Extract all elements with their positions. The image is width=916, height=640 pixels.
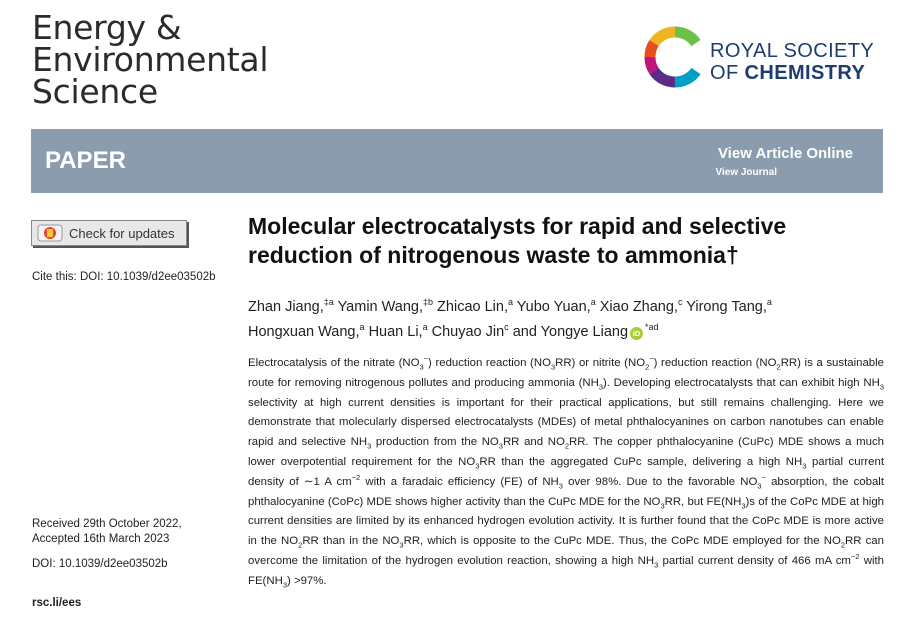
check-for-updates-label: Check for updates: [69, 226, 175, 241]
check-for-updates-button[interactable]: [31, 220, 187, 246]
author-affiliation: c: [504, 321, 509, 332]
author-affiliation: ‡a: [323, 297, 334, 307]
subscript: 3: [475, 461, 480, 471]
subscript: 2: [776, 362, 781, 372]
cite-this: [32, 270, 216, 285]
abstract-text: with a faradaic efficiency (FE) of NH: [360, 475, 559, 488]
subscript: 3: [498, 441, 503, 451]
abstract-text: RR) or nitrite (NO: [555, 357, 646, 369]
author-name: Zhan Jiang,: [248, 298, 324, 315]
abstract-text: RR, which is opposite to the CuPc MDE. Thus, the CoPc MDE employed for the NO: [403, 535, 841, 548]
author-affiliation: a: [507, 297, 513, 307]
abstract-text: RR. The copper phthalocyanine (CuPc) MDE shows a much lower overpotential requirement for the NO: [248, 436, 884, 468]
abstract-text: RR and NO: [502, 436, 565, 449]
publisher-name: [710, 40, 874, 84]
subscript: 3: [558, 481, 563, 491]
abstract-text: RR can overcome the limitation of the hydrogen evolution reaction, showing a high NH: [248, 535, 884, 567]
superscript: −: [649, 354, 654, 364]
author-name: Chuyao Jin: [431, 323, 505, 340]
abstract-text: RR than the aggregated CuPc sample, delivering a high NH: [479, 455, 803, 468]
short-link-wrap: [32, 596, 81, 611]
short-link[interactable]: rsc.li/ees: [32, 597, 82, 609]
journal-title: [32, 8, 269, 111]
article-type-banner: [31, 129, 883, 193]
superscript: −: [761, 472, 766, 482]
abstract-text: ) >97%.: [286, 574, 327, 587]
view-article-online-link[interactable]: View Article Online: [717, 145, 853, 162]
author-affiliation: a: [422, 321, 428, 332]
check-updates-icon: [37, 224, 63, 242]
author-name: Xiao Zhang,: [599, 298, 678, 315]
abstract-text: ) reduction reaction (NO: [428, 357, 551, 369]
author-name: Yubo Yuan,: [516, 298, 591, 315]
subscript: 3: [879, 382, 884, 392]
cite-doi: DOI: 10.1039/d2ee03502b: [79, 271, 216, 283]
subscript: 3: [367, 441, 372, 451]
accepted-date: Accepted 16th March 2023: [32, 533, 170, 545]
view-journal-link[interactable]: View Journal: [715, 167, 777, 178]
author-name: Zhicao Lin,: [437, 298, 508, 315]
orcid-icon[interactable]: iD: [630, 327, 643, 340]
journal-title-line: Science: [32, 72, 158, 111]
article-type-label: PAPER: [45, 147, 126, 174]
author-affiliation: a: [766, 297, 772, 307]
journal-title-line: Energy &: [32, 8, 182, 47]
publisher-name-bold: CHEMISTRY: [744, 62, 866, 84]
publisher-name-line1: ROYAL SOCIETY: [710, 40, 875, 62]
author-affiliation: *ad: [645, 321, 659, 332]
abstract-text: ) reduction reaction (NO: [653, 357, 777, 369]
article-title-line2: reduction of nitrogenous waste to ammonia: [248, 242, 726, 268]
abstract-text: )s of the CoPc MDE at high current densities are limited by its enhanced hydrogen evolution activity. It is further found that the CoPc MDE is more active in the NO: [248, 495, 884, 548]
author-list: [248, 292, 878, 342]
abstract-text: partial current density of 466 mA cm: [658, 554, 851, 567]
rsc-logo-icon: [644, 26, 706, 88]
publisher-name-prefix: OF: [710, 62, 739, 84]
author-affiliation: c: [677, 297, 683, 307]
subscript: 3: [419, 362, 424, 372]
esi-dagger: †: [725, 242, 739, 268]
publisher-logo: [644, 26, 884, 90]
abstract: [248, 354, 884, 592]
article-title-line1: Molecular electrocatalysts for rapid and selective: [248, 213, 787, 239]
subscript: 3: [598, 382, 603, 392]
received-date: Received 29th October 2022,: [32, 518, 182, 530]
subscript: 2: [564, 441, 569, 451]
abstract-text: absorption, the cobalt phthalocyanine (CoPc) MDE shows higher activity than the CuPc MDE for the NO: [248, 475, 884, 508]
subscript: 3: [399, 540, 404, 550]
abstract-text: Electrocatalysis of the nitrate (NO: [248, 357, 420, 369]
superscript: −2: [850, 552, 860, 562]
abstract-text: with FE(NH: [248, 554, 885, 587]
subscript: 2: [298, 540, 303, 550]
article-title: [248, 212, 878, 270]
abstract-text: over 98%. Due to the favorable NO: [562, 475, 758, 488]
abstract-text: selectivity at high current densities is important for their practical applications, but still remains challenging. Here we demonstrate that molecularly dispersed electrocatalysts (MDEs) of metal phthalocyanines on carbon nanotubes can enable rapid and selective NH: [248, 396, 884, 449]
abstract-text: RR) is a sustainable route for removing nitrogenous pollutes and producing ammonia (NH: [248, 357, 884, 389]
author-affiliation: a: [359, 321, 365, 332]
abstract-text: RR than in the NO: [302, 535, 400, 548]
subscript: 3: [741, 500, 746, 510]
superscript: −: [423, 354, 429, 364]
author-name: Hongxuan Wang,: [248, 323, 360, 340]
doi: DOI: 10.1039/d2ee03502b: [32, 558, 168, 570]
author-name: and Yongye Liang: [512, 323, 629, 340]
subscript: 3: [550, 362, 556, 372]
abstract-text: production from the NO: [371, 436, 499, 449]
cite-label: Cite this:: [32, 271, 77, 283]
author-name: Yirong Tang,: [686, 298, 767, 315]
author-affiliation: ‡b: [423, 297, 434, 307]
publisher-name-line2: [710, 62, 874, 84]
abstract-text: partial current density of ∼1 A cm: [248, 455, 884, 488]
author-name: Yamin Wang,: [337, 298, 423, 315]
superscript: −2: [351, 472, 361, 482]
subscript: 3: [660, 500, 665, 510]
abstract-text: RR, but FE(NH: [664, 495, 742, 508]
journal-title-line: Environmental: [32, 40, 269, 79]
author-name: Huan Li,: [368, 323, 423, 340]
subscript: 3: [757, 481, 762, 491]
subscript: 2: [645, 362, 650, 372]
subscript: 3: [802, 461, 807, 471]
subscript: 3: [654, 560, 659, 570]
subscript: 2: [840, 540, 845, 550]
abstract-text: ). Developing electrocatalysts that can exhibit high NH: [603, 376, 880, 389]
author-affiliation: a: [590, 297, 596, 307]
subscript: 3: [282, 580, 287, 590]
